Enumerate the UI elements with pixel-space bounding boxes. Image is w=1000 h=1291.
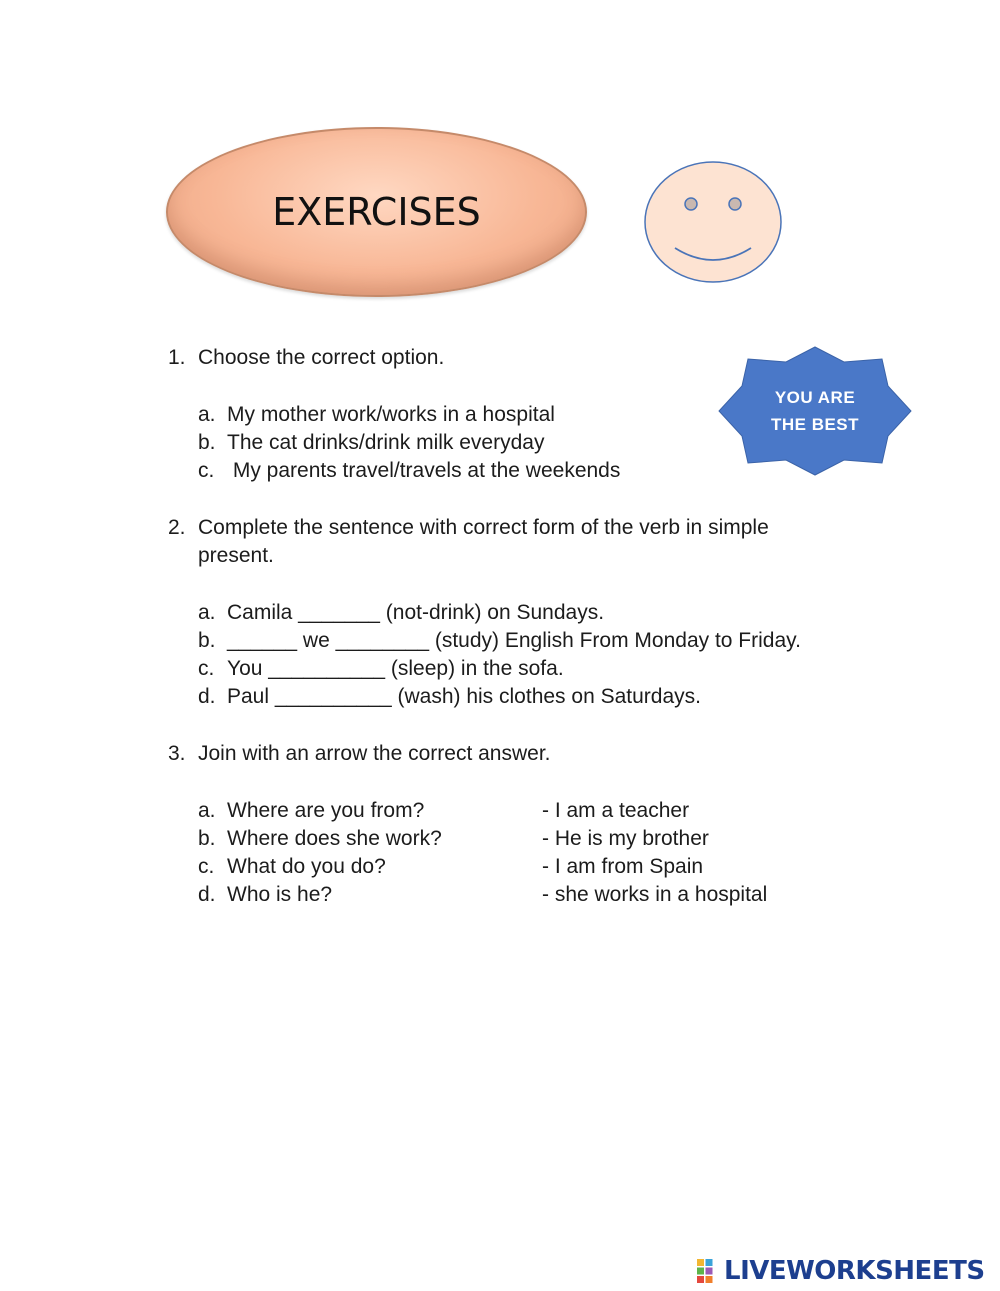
question-prompt-continued: present. (198, 544, 274, 567)
list-item: My mother work/works in a hospital (227, 403, 555, 426)
list-item: Camila _______ (not-drink) on Sundays. (227, 601, 605, 624)
logo-text: LIVEWORKSHEETS (724, 1256, 985, 1286)
matching-answer: - I am a teacher (542, 799, 690, 822)
question-prompt: Choose the correct option. (198, 346, 445, 369)
matching-answer: - I am from Spain (542, 855, 704, 878)
question-number: 2. (168, 516, 186, 539)
matching-question: Who is he? (227, 883, 333, 906)
item-letter: a. (198, 403, 216, 426)
smiley-face-icon (643, 160, 783, 284)
list-item: The cat drinks/drink milk everyday (227, 431, 545, 454)
list-item: ______ we ________ (study) English From Monday to Friday. (227, 629, 801, 652)
question-3 (0, 644, 1000, 1176)
question-prompt: Join with an arrow the correct answer. (198, 742, 551, 765)
item-letter: a. (198, 799, 216, 822)
question-prompt: Complete the sentence with correct form of the verb in simple (198, 516, 769, 539)
matching-answer: - He is my brother (542, 827, 709, 850)
question-number: 1. (168, 346, 186, 369)
liveworksheets-logo (697, 1254, 985, 1288)
question-number: 3. (168, 742, 186, 765)
item-letter: a. (198, 601, 216, 624)
badge-text (718, 346, 912, 476)
matching-question: Where are you from? (227, 799, 425, 822)
matching-question: Where does she work? (227, 827, 442, 850)
item-letter: b. (198, 827, 216, 850)
matching-question: What do you do? (227, 855, 386, 878)
page-title: EXERCISES (272, 190, 481, 234)
item-letter: b. (198, 629, 216, 652)
item-letter: c. (198, 657, 215, 680)
badge-line-2: THE BEST (770, 415, 860, 434)
item-letter: c. (198, 855, 215, 878)
item-letter: d. (198, 685, 216, 708)
badge-line-1: YOU ARE (774, 388, 856, 407)
item-letter: c. (198, 459, 215, 482)
list-item: My parents travel/travels at the weekends (227, 459, 621, 482)
matching-answer: - she works in a hospital (542, 883, 768, 906)
list-item: Paul __________ (wash) his clothes on Saturdays. (227, 685, 701, 708)
item-letter: d. (198, 883, 216, 906)
liveworksheets-blocks-icon (697, 1259, 721, 1283)
item-letter: b. (198, 431, 216, 454)
list-item: You __________ (sleep) in the sofa. (227, 657, 564, 680)
